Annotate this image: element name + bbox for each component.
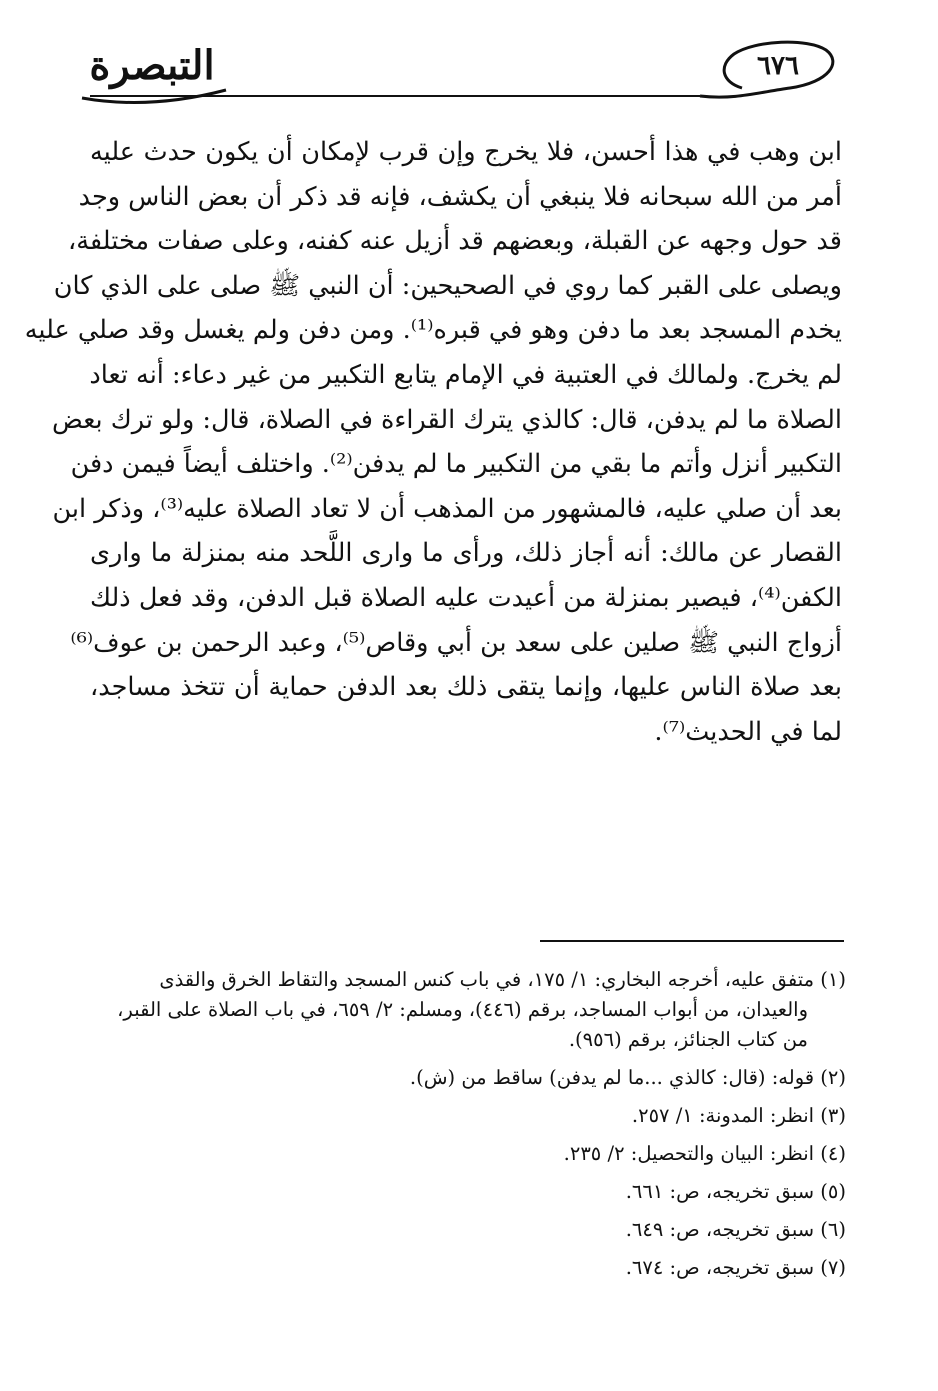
footnote-text: متفق عليه، أخرجه البخاري: ١/ ١٧٥، في باب كنس المسجد والتقاط الخرق والقذى [159,968,815,991]
footnote-text: والعيدان، من أبواب المساجد، برقم (٤٤٦)، ومسلم: ٢/ ٦٥٩، في باب الصلاة على القبر، [117,998,808,1021]
footnote-item [92,1215,846,1245]
footnote-text: سبق تخريجه، ص: ٦٦١. [625,1180,815,1203]
footnotes [92,965,846,1291]
text-line: أمر من الله سبحانه فلا ينبغي أن يكشف، فإنه قد ذكر أن بعض الناس وجد [78,181,842,212]
footnote-marker: (٤) [820,1142,846,1165]
text-line: أزواج النبي ﷺ صلين على سعد بن أبي وقاص⁽⁵⁾، وعبد الرحمن بن عوف⁽⁶⁾ [70,627,842,658]
text-line: الكفن⁽⁴⁾، فيصير بمنزلة من أعيدت عليه الصلاة قبل الدفن، وقد فعل ذلك [90,582,842,613]
footnote-text: انظر: البيان والتحصيل: ٢/ ٢٣٥. [563,1142,815,1165]
footnote-marker: (٧) [820,1256,846,1279]
page-header [0,0,938,120]
text-line: لم يخرج. ولمالك في العتبية في الإمام يتابع التكبير من غير دعاء: أنه تعاد [89,359,842,390]
text-line: التكبير أنزل وأتم ما بقي من التكبير ما لم يدفن⁽²⁾. واختلف أيضاً فيمن دفن [70,449,842,480]
footnote-marker: (٦) [820,1218,846,1241]
text-line: القصار عن مالك: أنه أجاز ذلك، ورأى ما وارى اللَّحد منه بمنزلة ما وارى [90,538,842,569]
footnote-marker: (٥) [820,1180,846,1203]
footnote-marker: (٣) [820,1104,846,1127]
footnote-text: من كتاب الجنائز، برقم (٩٥٦). [568,1028,808,1051]
footnote-item [92,965,846,1055]
footnote-item [92,1253,846,1283]
footnote-text: انظر: المدونة: ١/ ٢٥٧. [631,1104,815,1127]
text-line: بعد أن صلي عليه، فالمشهور من المذهب أن لا تعاد الصلاة عليه⁽³⁾، وذكر ابن [52,493,842,524]
text-line: لما في الحديث⁽⁷⁾. [654,716,842,747]
text-line: ابن وهب في هذا أحسن، فلا يخرج وإن قرب لإمكان أن يكون حدث عليه [90,137,842,167]
text-line: يخدم المسجد بعد ما دفن وهو في قبره⁽¹⁾. ومن دفن ولم يغسل وقد صلي عليه [24,315,842,346]
footnote-divider [540,940,844,942]
footnote-text: سبق تخريجه، ص: ٦٤٩. [625,1218,815,1241]
page-number: ٦٧٦ [757,51,799,81]
footnote-item [92,1101,846,1131]
footnote-item [92,1139,846,1169]
main-text [24,130,842,754]
footnote-marker: (٢) [820,1066,846,1089]
footnote-marker: (١) [820,968,846,991]
text-line: ويصلى على القبر كما روي في الصحيحين: أن النبي ﷺ صلى على الذي كان [53,270,842,301]
footnote-text: قوله: (قال: كالذي ...ما لم يدفن) ساقط من (ش). [409,1066,815,1089]
text-line: الصلاة ما لم يدفن، قال: كالذي يترك القراءة في الصلاة، قال: ولو ترك بعض [51,404,842,435]
footnote-item [92,1063,846,1093]
footnote-text: سبق تخريجه، ص: ٦٧٤. [625,1256,815,1279]
text-line: بعد صلاة الناس عليها، وإنما يتقى ذلك بعد الدفن حماية أن تتخذ مساجد، [90,672,842,703]
footnote-item [92,1177,846,1207]
text-line: قد حول وجهه عن القبلة، وبعضهم قد أزيل عنه كفنه، وعلى صفات مختلفة، [68,226,842,257]
book-title-logo: التبصرة [89,42,215,89]
